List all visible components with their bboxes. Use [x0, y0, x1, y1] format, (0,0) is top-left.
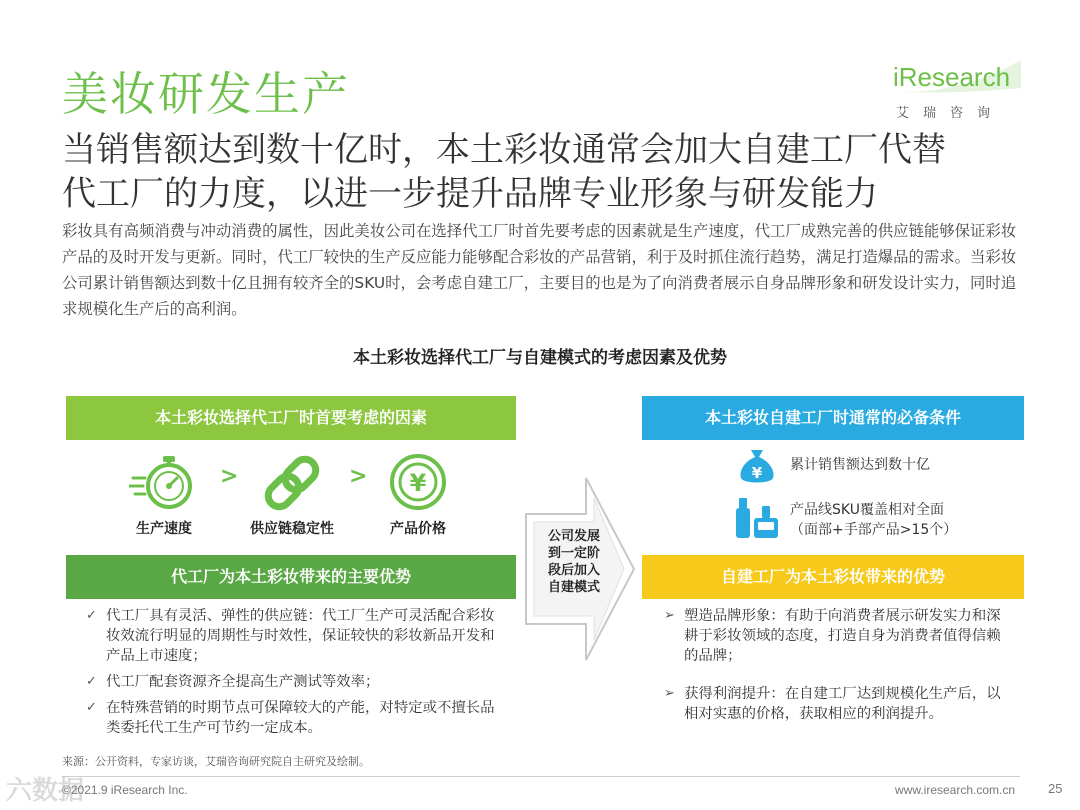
factor-label: 供应链稳定性 [250, 521, 334, 537]
separator-arrow: > [220, 464, 239, 489]
headline-line-2: 代工厂的力度，以进一步提升品牌专业形象与研发能力 [62, 174, 878, 214]
list-item [86, 698, 496, 738]
arrow-bullet-icon: ➢ [664, 608, 675, 623]
advantage-text: 在特殊营销的时期节点可保障较大的产能，对特定或不擅长品类委托代工生产可节约一定成本。 [106, 700, 495, 736]
factor-price [358, 452, 478, 538]
self-built-advantages-bar: 自建工厂为本土彩妆带来的优势 [642, 555, 1024, 599]
logo-wordmark: iResearch [893, 62, 1011, 92]
yen-coin-icon [383, 452, 453, 514]
advantage-text: 代工厂具有灵活、弹性的供应链：代工厂生产可灵活配合彩妆妆效流行明显的周期性与时效性，保证较快的彩妆新品开发和产品上市速度； [106, 608, 495, 664]
factor-label: 生产速度 [136, 521, 192, 537]
svg-text:¥: ¥ [409, 469, 427, 497]
advantage-text: 获得利润提升：在自建工厂达到规模化生产后，以相对实惠的价格，获取相应的利润提升。 [684, 686, 1001, 722]
cosmetics-icon [734, 494, 782, 540]
list-item [664, 684, 1014, 724]
factor-label: 产品价格 [390, 521, 446, 537]
factor-production-speed [104, 452, 224, 538]
stopwatch-icon [129, 452, 199, 514]
svg-text:¥: ¥ [751, 464, 763, 482]
factor-supply-chain [232, 452, 352, 538]
headline [62, 128, 1022, 216]
arrow-bullet-icon: ➢ [664, 686, 675, 701]
list-item [86, 672, 496, 692]
headline-line-1: 当销售额达到数十亿时，本土彩妆通常会加大自建工厂代替 [62, 130, 946, 170]
check-icon: ✓ [86, 608, 97, 623]
condition-sales: 累计销售额达到数十亿 [790, 457, 930, 473]
page-title: 美妆研发生产 [62, 67, 350, 121]
transition-arrow [524, 476, 636, 662]
advantage-text: 塑造品牌形象：有助于向消费者展示研发实力和深耕于彩妆领域的态度，打造自身为消费者值得信赖的品牌； [684, 608, 1001, 664]
footer-divider [62, 776, 1020, 777]
oem-advantages-list [86, 606, 496, 744]
chain-link-icon [257, 452, 327, 514]
diagram-title: 本土彩妆选择代工厂与自建模式的考虑因素及优势 [353, 348, 727, 368]
iresearch-logo [893, 58, 1023, 120]
website-link[interactable]: www.iresearch.com.cn [895, 783, 1016, 797]
arrow-label: 公司发展到一定阶段后加入自建模式 [547, 529, 600, 595]
self-built-conditions-bar: 本土彩妆自建工厂时通常的必备条件 [642, 396, 1024, 440]
copyright: ©2021.9 iResearch Inc. [62, 783, 188, 797]
self-built-advantages-list [664, 606, 1014, 742]
watermark: 六数据 [6, 776, 85, 806]
logo-subtitle: 艾瑞咨询 [896, 106, 1005, 121]
source-note: 来源：公开资料，专家访谈，艾瑞咨询研究院自主研究及绘制。 [62, 755, 370, 768]
condition-sku: 产品线SKU覆盖相对全面 （面部+手部产品>15个） [790, 502, 958, 538]
advantage-text: 代工厂配套资源齐全提高生产测试等效率； [106, 674, 380, 690]
list-item [664, 606, 1014, 666]
list-item [86, 606, 496, 666]
oem-advantages-bar: 代工厂为本土彩妆带来的主要优势 [66, 555, 516, 599]
intro-paragraph: 彩妆具有高频消费与冲动消费的属性，因此美妆公司在选择代工厂时首先要考虑的因素就是生产速度，代工厂成熟完善的供应链能够保证彩妆产品的及时开发与更新。同时，代工厂较快的生产反应能力能够配合彩妆的产品营销，利于及时抓住流行趋势，满足打造爆品的需求。当彩妆公司累计销售额达到数十亿且拥有较齐全的SKU时，会考虑自建工厂，主要目的也是为了向消费者展示自身品牌形象和研发设计实力，同时追求规模化生产后的高利润。 [62, 222, 1017, 318]
oem-factors-bar: 本土彩妆选择代工厂时首要考虑的因素 [66, 396, 516, 440]
money-bag-icon [737, 446, 777, 486]
check-icon: ✓ [86, 674, 97, 689]
check-icon: ✓ [86, 700, 97, 715]
page-number: 25 [1048, 781, 1063, 796]
separator-arrow: > [349, 464, 368, 489]
